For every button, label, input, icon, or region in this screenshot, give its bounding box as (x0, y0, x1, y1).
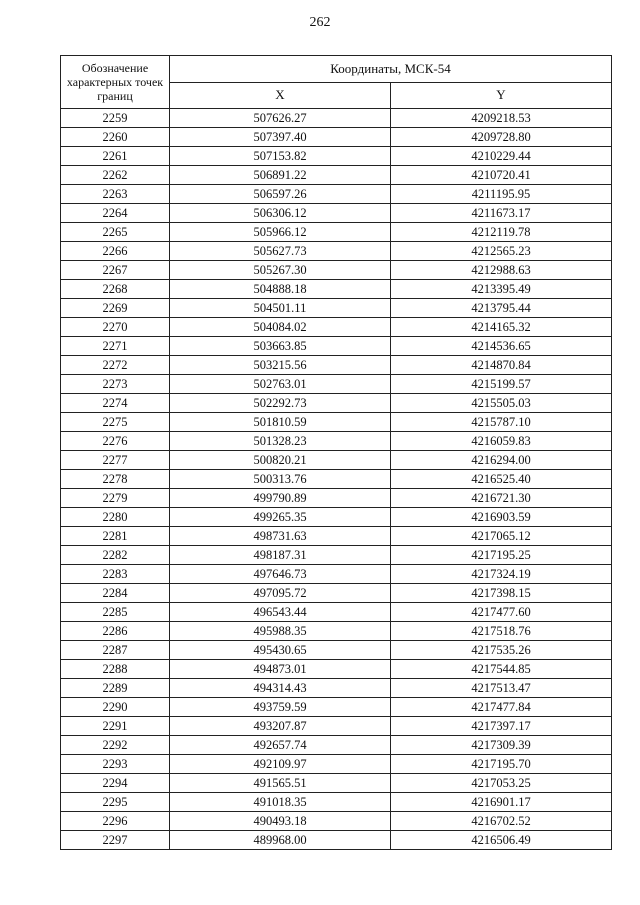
y-coordinate-cell: 4216702.52 (391, 812, 612, 831)
point-id-cell: 2295 (61, 793, 170, 812)
x-coordinate-cell: 494314.43 (170, 679, 391, 698)
table-row (61, 736, 612, 755)
y-coordinate-cell: 4209218.53 (391, 109, 612, 128)
y-coordinate-cell: 4216525.40 (391, 470, 612, 489)
table-row (61, 717, 612, 736)
y-coordinate-cell: 4217544.85 (391, 660, 612, 679)
point-id-cell: 2268 (61, 280, 170, 299)
point-id-cell: 2296 (61, 812, 170, 831)
point-id-cell: 2281 (61, 527, 170, 546)
point-id-cell: 2274 (61, 394, 170, 413)
x-column-header: X (170, 82, 391, 109)
table-row (61, 527, 612, 546)
point-id-cell: 2283 (61, 565, 170, 584)
table-body (61, 109, 612, 850)
table-row (61, 337, 612, 356)
x-coordinate-cell: 507153.82 (170, 147, 391, 166)
table-row (61, 622, 612, 641)
y-coordinate-cell: 4215199.57 (391, 375, 612, 394)
table-row (61, 166, 612, 185)
y-coordinate-cell: 4215787.10 (391, 413, 612, 432)
point-id-cell: 2263 (61, 185, 170, 204)
table-row (61, 546, 612, 565)
y-coordinate-cell: 4216506.49 (391, 831, 612, 850)
table-row (61, 356, 612, 375)
x-coordinate-cell: 499265.35 (170, 508, 391, 527)
coordinates-header: Координаты, МСК-54 (170, 56, 612, 83)
table-row (61, 812, 612, 831)
point-id-cell: 2287 (61, 641, 170, 660)
y-coordinate-cell: 4216901.17 (391, 793, 612, 812)
y-coordinate-cell: 4210229.44 (391, 147, 612, 166)
table-header (61, 56, 612, 109)
point-id-cell: 2288 (61, 660, 170, 679)
table-row (61, 394, 612, 413)
x-coordinate-cell: 506891.22 (170, 166, 391, 185)
y-coordinate-cell: 4217535.26 (391, 641, 612, 660)
x-coordinate-cell: 502292.73 (170, 394, 391, 413)
y-coordinate-cell: 4217398.15 (391, 584, 612, 603)
point-id-cell: 2261 (61, 147, 170, 166)
x-coordinate-cell: 507626.27 (170, 109, 391, 128)
y-coordinate-cell: 4217477.60 (391, 603, 612, 622)
table-row (61, 698, 612, 717)
point-id-cell: 2259 (61, 109, 170, 128)
point-id-cell: 2285 (61, 603, 170, 622)
y-coordinate-cell: 4217053.25 (391, 774, 612, 793)
point-id-cell: 2273 (61, 375, 170, 394)
x-coordinate-cell: 496543.44 (170, 603, 391, 622)
x-coordinate-cell: 505267.30 (170, 261, 391, 280)
point-id-cell: 2270 (61, 318, 170, 337)
point-id-cell: 2294 (61, 774, 170, 793)
point-id-cell: 2276 (61, 432, 170, 451)
x-coordinate-cell: 495430.65 (170, 641, 391, 660)
point-id-cell: 2290 (61, 698, 170, 717)
x-coordinate-cell: 500820.21 (170, 451, 391, 470)
y-coordinate-cell: 4217518.76 (391, 622, 612, 641)
table-row (61, 375, 612, 394)
table-row (61, 793, 612, 812)
point-id-cell: 2260 (61, 128, 170, 147)
point-id-cell: 2271 (61, 337, 170, 356)
table-row (61, 831, 612, 850)
y-coordinate-cell: 4216059.83 (391, 432, 612, 451)
point-id-cell: 2286 (61, 622, 170, 641)
x-coordinate-cell: 491565.51 (170, 774, 391, 793)
point-id-cell: 2293 (61, 755, 170, 774)
y-coordinate-cell: 4217397.17 (391, 717, 612, 736)
x-coordinate-cell: 505966.12 (170, 223, 391, 242)
point-id-cell: 2291 (61, 717, 170, 736)
table-row (61, 660, 612, 679)
y-coordinate-cell: 4213795.44 (391, 299, 612, 318)
y-coordinate-cell: 4216721.30 (391, 489, 612, 508)
y-coordinate-cell: 4214870.84 (391, 356, 612, 375)
table-row (61, 128, 612, 147)
point-id-cell: 2275 (61, 413, 170, 432)
x-coordinate-cell: 490493.18 (170, 812, 391, 831)
table-row (61, 451, 612, 470)
table-row (61, 565, 612, 584)
x-coordinate-cell: 493207.87 (170, 717, 391, 736)
point-id-cell: 2272 (61, 356, 170, 375)
table-row (61, 679, 612, 698)
point-id-cell: 2277 (61, 451, 170, 470)
table-row (61, 147, 612, 166)
point-id-cell: 2264 (61, 204, 170, 223)
x-coordinate-cell: 497646.73 (170, 565, 391, 584)
x-coordinate-cell: 493759.59 (170, 698, 391, 717)
x-coordinate-cell: 505627.73 (170, 242, 391, 261)
x-coordinate-cell: 504888.18 (170, 280, 391, 299)
table-row (61, 185, 612, 204)
x-coordinate-cell: 501328.23 (170, 432, 391, 451)
y-coordinate-cell: 4213395.49 (391, 280, 612, 299)
table-row (61, 280, 612, 299)
table-row (61, 261, 612, 280)
x-coordinate-cell: 492109.97 (170, 755, 391, 774)
y-coordinate-cell: 4217065.12 (391, 527, 612, 546)
y-coordinate-cell: 4217195.70 (391, 755, 612, 774)
x-coordinate-cell: 503663.85 (170, 337, 391, 356)
table-row (61, 774, 612, 793)
x-coordinate-cell: 491018.35 (170, 793, 391, 812)
y-coordinate-cell: 4210720.41 (391, 166, 612, 185)
y-coordinate-cell: 4217477.84 (391, 698, 612, 717)
y-coordinate-cell: 4217513.47 (391, 679, 612, 698)
y-coordinate-cell: 4212119.78 (391, 223, 612, 242)
point-id-cell: 2279 (61, 489, 170, 508)
table-row (61, 603, 612, 622)
y-coordinate-cell: 4214165.32 (391, 318, 612, 337)
x-coordinate-cell: 499790.89 (170, 489, 391, 508)
y-coordinate-cell: 4212988.63 (391, 261, 612, 280)
point-id-cell: 2278 (61, 470, 170, 489)
table-row (61, 242, 612, 261)
point-id-cell: 2262 (61, 166, 170, 185)
point-id-cell: 2265 (61, 223, 170, 242)
table-row (61, 299, 612, 318)
x-coordinate-cell: 506597.26 (170, 185, 391, 204)
y-coordinate-cell: 4216294.00 (391, 451, 612, 470)
table-row (61, 508, 612, 527)
point-designation-header: Обозначение характерных точек границ (61, 56, 170, 109)
table-row (61, 641, 612, 660)
point-id-cell: 2284 (61, 584, 170, 603)
x-coordinate-cell: 497095.72 (170, 584, 391, 603)
x-coordinate-cell: 504084.02 (170, 318, 391, 337)
point-id-cell: 2289 (61, 679, 170, 698)
y-coordinate-cell: 4217309.39 (391, 736, 612, 755)
point-id-cell: 2282 (61, 546, 170, 565)
x-coordinate-cell: 498731.63 (170, 527, 391, 546)
y-coordinate-cell: 4212565.23 (391, 242, 612, 261)
table-row (61, 489, 612, 508)
x-coordinate-cell: 504501.11 (170, 299, 391, 318)
table-row (61, 432, 612, 451)
table-row (61, 584, 612, 603)
y-coordinate-cell: 4214536.65 (391, 337, 612, 356)
table-row (61, 318, 612, 337)
x-coordinate-cell: 489968.00 (170, 831, 391, 850)
coordinates-table (60, 55, 612, 850)
point-id-cell: 2297 (61, 831, 170, 850)
x-coordinate-cell: 492657.74 (170, 736, 391, 755)
x-coordinate-cell: 506306.12 (170, 204, 391, 223)
x-coordinate-cell: 498187.31 (170, 546, 391, 565)
y-column-header: Y (391, 82, 612, 109)
y-coordinate-cell: 4209728.80 (391, 128, 612, 147)
x-coordinate-cell: 501810.59 (170, 413, 391, 432)
table-row (61, 755, 612, 774)
x-coordinate-cell: 495988.35 (170, 622, 391, 641)
x-coordinate-cell: 500313.76 (170, 470, 391, 489)
table-row (61, 109, 612, 128)
point-id-cell: 2280 (61, 508, 170, 527)
x-coordinate-cell: 503215.56 (170, 356, 391, 375)
point-id-cell: 2292 (61, 736, 170, 755)
table-row (61, 413, 612, 432)
table-row (61, 470, 612, 489)
table-row (61, 204, 612, 223)
y-coordinate-cell: 4216903.59 (391, 508, 612, 527)
x-coordinate-cell: 494873.01 (170, 660, 391, 679)
y-coordinate-cell: 4217324.19 (391, 565, 612, 584)
x-coordinate-cell: 502763.01 (170, 375, 391, 394)
point-id-cell: 2266 (61, 242, 170, 261)
point-id-cell: 2269 (61, 299, 170, 318)
page-number: 262 (309, 15, 331, 30)
x-coordinate-cell: 507397.40 (170, 128, 391, 147)
y-coordinate-cell: 4211673.17 (391, 204, 612, 223)
y-coordinate-cell: 4217195.25 (391, 546, 612, 565)
y-coordinate-cell: 4215505.03 (391, 394, 612, 413)
y-coordinate-cell: 4211195.95 (391, 185, 612, 204)
point-id-cell: 2267 (61, 261, 170, 280)
table-row (61, 223, 612, 242)
